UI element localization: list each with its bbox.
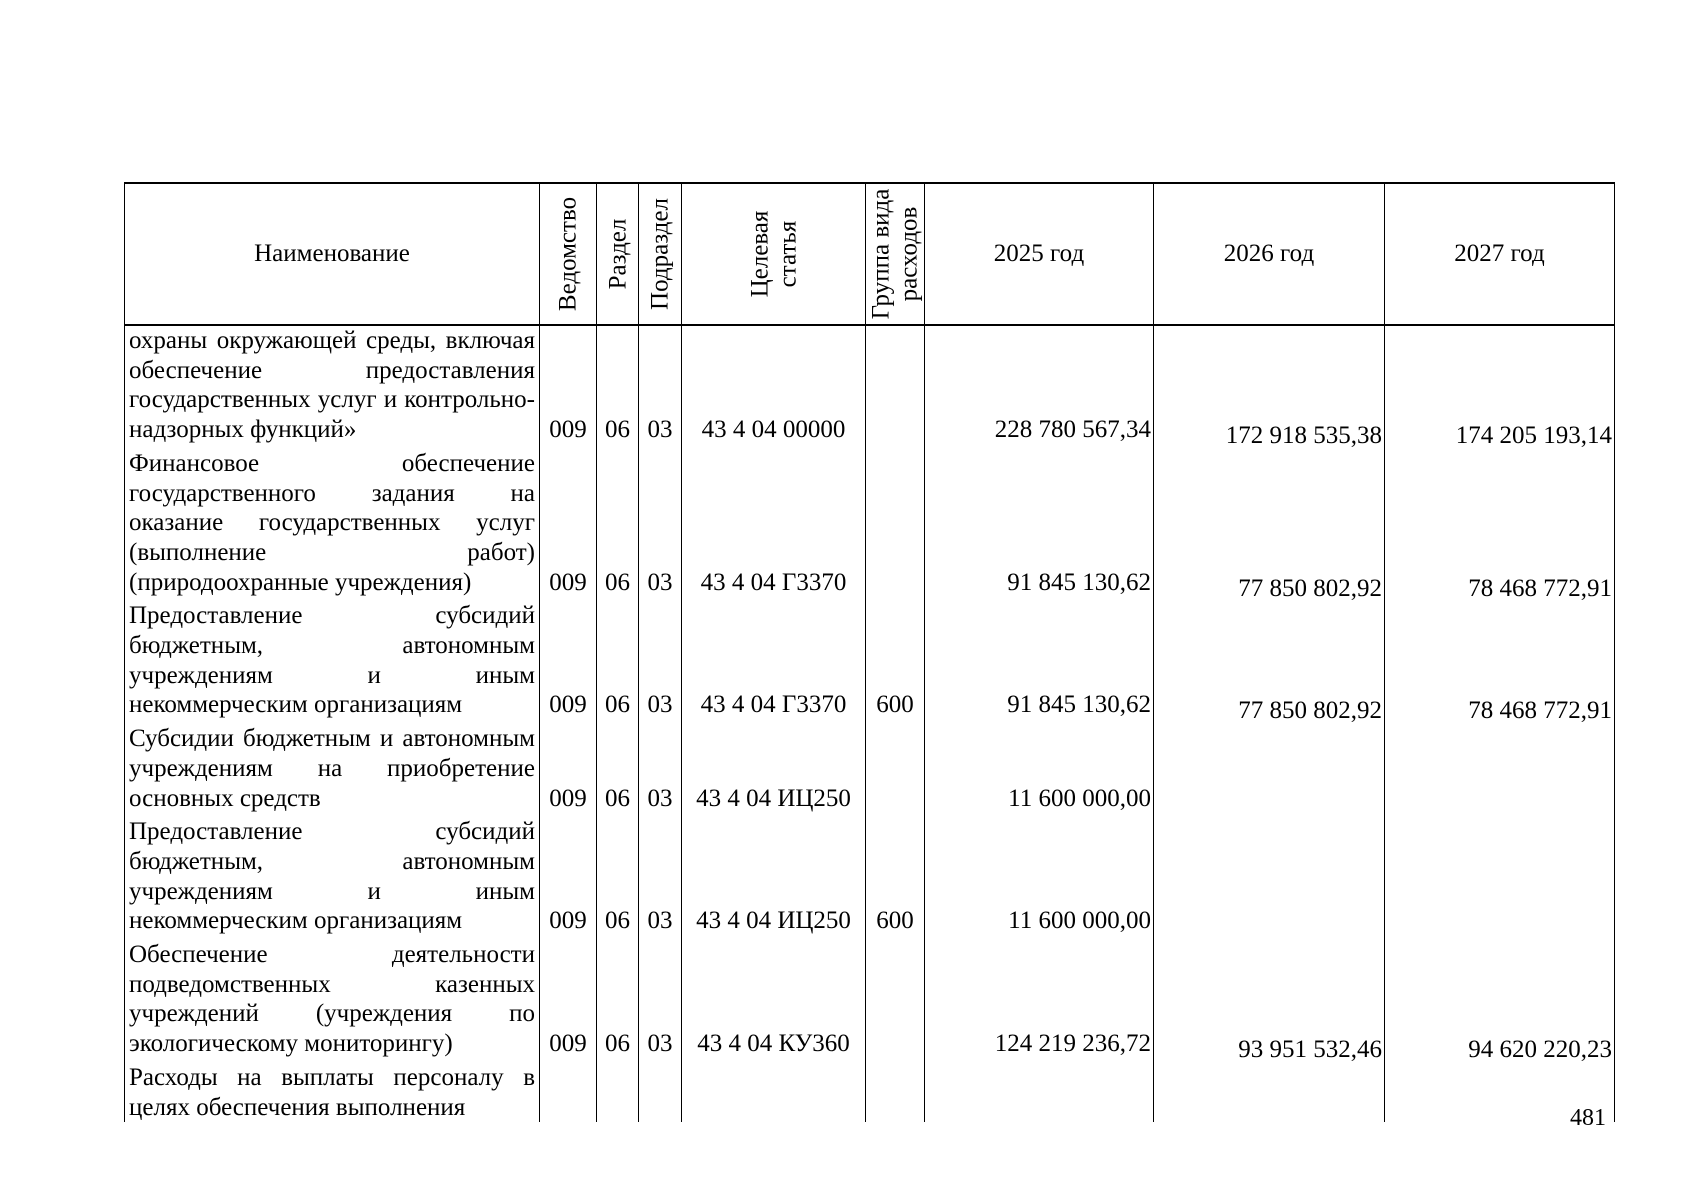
row-2027: 94 620 220,23 xyxy=(1385,946,1615,1069)
row-2025 xyxy=(925,1063,1154,1122)
row-2026 xyxy=(1154,823,1385,946)
row-vedomstvo: 009 xyxy=(540,940,597,1063)
row-2025: 91 845 130,62 xyxy=(925,601,1154,724)
row-celevaya-statya: 43 4 04 ИЦ250 xyxy=(682,817,866,940)
row-2027 xyxy=(1385,823,1615,946)
row-name: Субсидии бюджетным и автономным учреждениям на приобретение основных средств xyxy=(125,724,540,817)
row-name: Расходы на выплаты персоналу в целях обеспечения выполнения xyxy=(125,1063,540,1122)
row-2027: 174 205 193,14 xyxy=(1385,331,1615,455)
row-podrazdel: 03 xyxy=(639,449,682,602)
table-row xyxy=(125,724,1615,817)
row-razdel: 06 xyxy=(597,940,639,1063)
row-gruppa xyxy=(866,940,925,1063)
row-gruppa xyxy=(866,724,925,817)
header-gruppa-vida-rashodov: Группа вида расходов xyxy=(866,183,925,325)
table-row xyxy=(125,325,1615,449)
row-podrazdel: 03 xyxy=(639,940,682,1063)
row-podrazdel xyxy=(639,1063,682,1122)
row-razdel xyxy=(597,1063,639,1122)
row-celevaya-statya xyxy=(682,1063,866,1122)
table-row xyxy=(125,940,1615,1063)
header-name: Наименование xyxy=(125,183,540,325)
table-row xyxy=(125,1063,1615,1122)
row-2026 xyxy=(1154,730,1385,823)
row-celevaya-statya: 43 4 04 00000 xyxy=(682,325,866,449)
header-razdel: Раздел xyxy=(597,183,639,325)
header-vedomstvo: Ведомство xyxy=(540,183,597,325)
table-row xyxy=(125,601,1615,724)
row-vedomstvo: 009 xyxy=(540,449,597,602)
row-razdel: 06 xyxy=(597,601,639,724)
row-name: Финансовое обеспечение государственного задания на оказание государственных услуг (выполнение работ) (природоохранные учреждения) xyxy=(125,449,540,602)
row-podrazdel: 03 xyxy=(639,724,682,817)
header-2026: 2026 год xyxy=(1154,183,1385,325)
row-2025: 228 780 567,34 xyxy=(925,325,1154,449)
header-2025: 2025 год xyxy=(925,183,1154,325)
row-2025: 124 219 236,72 xyxy=(925,940,1154,1063)
row-2026: 172 918 535,38 xyxy=(1154,331,1385,455)
row-2025: 11 600 000,00 xyxy=(925,817,1154,940)
row-razdel: 06 xyxy=(597,325,639,449)
row-celevaya-statya: 43 4 04 Г3370 xyxy=(682,449,866,602)
row-2025: 11 600 000,00 xyxy=(925,724,1154,817)
row-vedomstvo: 009 xyxy=(540,724,597,817)
header-2027: 2027 год xyxy=(1385,183,1615,325)
row-podrazdel: 03 xyxy=(639,601,682,724)
row-vedomstvo xyxy=(540,1063,597,1122)
row-gruppa xyxy=(866,1063,925,1122)
row-2027 xyxy=(1385,730,1615,823)
table-header-row xyxy=(125,183,1615,325)
header-celevaya-statya: Целевая статья xyxy=(682,183,866,325)
row-2027: 78 468 772,91 xyxy=(1385,607,1615,730)
row-gruppa: 600 xyxy=(866,601,925,724)
table-row xyxy=(125,449,1615,602)
budget-table xyxy=(124,182,1615,1122)
row-2026 xyxy=(1154,1063,1385,1122)
row-2026: 93 951 532,46 xyxy=(1154,946,1385,1069)
row-2027: 78 468 772,91 xyxy=(1385,455,1615,608)
table-row xyxy=(125,817,1615,940)
row-vedomstvo: 009 xyxy=(540,601,597,724)
row-razdel: 06 xyxy=(597,449,639,602)
row-vedomstvo: 009 xyxy=(540,817,597,940)
row-2025: 91 845 130,62 xyxy=(925,449,1154,602)
row-gruppa: 600 xyxy=(866,817,925,940)
header-podrazdel: Подраздел xyxy=(639,183,682,325)
page-number: 481 xyxy=(1570,1105,1606,1131)
row-razdel: 06 xyxy=(597,817,639,940)
row-gruppa xyxy=(866,325,925,449)
row-2026: 77 850 802,92 xyxy=(1154,455,1385,608)
row-gruppa xyxy=(866,449,925,602)
row-2026: 77 850 802,92 xyxy=(1154,607,1385,730)
row-name: Предоставление субсидий бюджетным, автономным учреждениям и иным некоммерческим организациям xyxy=(125,817,540,940)
row-name: Предоставление субсидий бюджетным, автономным учреждениям и иным некоммерческим организациям xyxy=(125,601,540,724)
row-celevaya-statya: 43 4 04 КУ360 xyxy=(682,940,866,1063)
row-vedomstvo: 009 xyxy=(540,325,597,449)
row-celevaya-statya: 43 4 04 Г3370 xyxy=(682,601,866,724)
row-razdel: 06 xyxy=(597,724,639,817)
row-name: Обеспечение деятельности подведомственных казенных учреждений (учреждения по экологическому мониторингу) xyxy=(125,940,540,1063)
row-podrazdel: 03 xyxy=(639,325,682,449)
row-podrazdel: 03 xyxy=(639,817,682,940)
row-celevaya-statya: 43 4 04 ИЦ250 xyxy=(682,724,866,817)
row-name: охраны окружающей среды, включая обеспечение предоставления государственных услуг и контрольно-надзорных функций» xyxy=(125,325,540,449)
